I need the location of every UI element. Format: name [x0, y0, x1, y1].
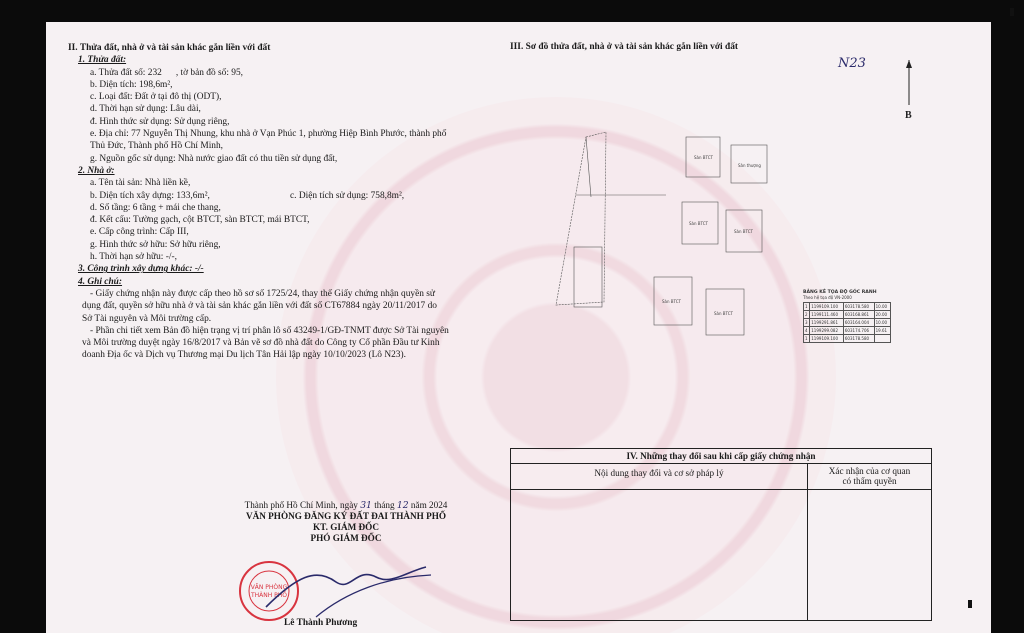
floors: d. Số tầng: 6 tầng + mái che thang, — [90, 202, 221, 213]
coord-row — [804, 303, 891, 311]
site-plan-diagram — [546, 127, 796, 357]
north-arrow-icon — [904, 60, 914, 120]
coord-cell: 603168.861 — [843, 311, 874, 319]
sign-month: 12 — [396, 500, 409, 511]
coord-cell: 603178.580 — [843, 335, 874, 343]
note-2b: và Môi trường duyệt ngày 16/8/2017 và Bản vẽ sơ đồ nhà đất do Công ty Cổ phần Đầu tư Kinh — [82, 338, 440, 349]
issuing-office: VĂN PHÒNG ĐĂNG KÝ ĐẤT ĐAI THÀNH PHỐ — [245, 511, 446, 521]
usable-area: c. Diện tích sử dụng: 758,8m², — [290, 190, 405, 201]
land-area: b. Diện tích: 198,6m², — [90, 79, 173, 90]
note-2c: doanh Địa ốc và Dịch vụ Thương mại Du lịch Tân Hải lập ngày 10/10/2023 (Lô N23). — [82, 350, 406, 361]
land-origin: g. Nguồn gốc sử dụng: Nhà nước giao đất có thu tiền sử dụng đất, — [90, 153, 338, 164]
signer-name: Lê Thành Phương — [284, 618, 358, 628]
scan-edge-mark — [968, 600, 972, 608]
changes-title: IV. Những thay đổi sau khi cấp giấy chứng nhận — [511, 449, 931, 464]
coord-table-subtitle: Theo hệ tọa độ VN-2000 — [803, 295, 852, 300]
lot-mark: N23 — [838, 56, 866, 71]
signature-block — [196, 500, 496, 544]
svg-text:Sàn BTCT: Sàn BTCT — [689, 221, 708, 226]
svg-text:Sân thượng: Sân thượng — [738, 163, 761, 168]
coord-row — [804, 335, 891, 343]
coord-cell: 1 — [804, 335, 810, 343]
coord-row — [804, 327, 891, 335]
asset-name: a. Tên tài sản: Nhà liền kề, — [90, 178, 191, 189]
coord-cell: 1199291.861 — [810, 319, 844, 327]
house-heading: 2. Nhà ở: — [78, 165, 115, 176]
structure: đ. Kết cấu: Tường gạch, cột BTCT, sàn BTCT, mái BTCT, — [90, 215, 310, 226]
sign-day: 31 — [360, 500, 372, 511]
coord-cell: 1199299.082 — [810, 327, 844, 335]
certificate-page — [46, 22, 991, 633]
diagram-section-title: III. Sơ đồ thửa đất, nhà ở và tài sản khác gắn liền với đất — [510, 42, 739, 52]
ownership-term: h. Thời hạn sở hữu: -/-, — [90, 252, 177, 263]
coord-cell: 603174.706 — [843, 327, 874, 335]
place-date-prefix: Thành phố Hồ Chí Minh, ngày — [244, 500, 358, 510]
build-area: b. Diện tích xây dựng: 133,6m², — [90, 190, 210, 201]
coord-cell: 603164.004 — [843, 319, 874, 327]
land-use-form: đ. Hình thức sử dụng: Sử dụng riêng, — [90, 116, 230, 127]
changes-table — [510, 448, 932, 621]
scan-edge-mark — [1010, 8, 1014, 16]
coord-row — [804, 319, 891, 327]
land-type: c. Loại đất: Đất ở tại đô thị (ODT), — [90, 92, 222, 103]
note-1a: - Giấy chứng nhận này được cấp theo hồ sơ số 1725/24, thay thế Giấy chứng nhận quyền sử — [90, 288, 436, 299]
svg-text:VĂN PHÒNG: VĂN PHÒNG — [250, 584, 288, 591]
svg-text:Sàn BTCT: Sàn BTCT — [694, 155, 713, 160]
ownership-form: g. Hình thức sở hữu: Sở hữu riêng, — [90, 239, 221, 250]
coord-cell: 1199111.460 — [810, 311, 844, 319]
address-line-1: e. Địa chỉ: 77 Nguyễn Thị Nhung, khu nhà ở Vạn Phúc 1, phường Hiệp Bình Phước, thành phố — [90, 129, 447, 140]
coord-cell: 1199109.100 — [810, 335, 844, 343]
sign-year: năm 2024 — [410, 500, 448, 510]
coord-row — [804, 311, 891, 319]
address-line-2: Thủ Đức, Thành phố Hồ Chí Minh, — [90, 141, 224, 152]
svg-text:Sàn BTCT: Sàn BTCT — [662, 299, 681, 304]
note-1b: dụng đất, quyền sở hữu nhà ở và tài sản khác gắn liền với đất số CT67884 ngày 20/11/2017 do — [82, 301, 437, 312]
land-info-section — [68, 42, 508, 362]
note-2a: - Phần chi tiết xem Bản đồ hiện trạng vị trí phân lô số 43249-1/GĐ-TNMT được Sở Tài nguyên — [90, 325, 449, 336]
changes-empty-confirm — [808, 490, 931, 620]
coord-cell: 10.00 — [874, 303, 890, 311]
building-grade: e. Cấp công trình: Cấp III, — [90, 227, 189, 238]
coord-cell — [874, 335, 890, 343]
north-letter: B — [905, 110, 912, 120]
section-title: II. Thửa đất, nhà ở và tài sản khác gắn liền với đất — [68, 43, 271, 53]
coord-table-title: BẢNG KÊ TỌA ĐỘ GÓC RANH — [803, 290, 877, 295]
deputy-director: PHÓ GIÁM ĐỐC — [310, 533, 382, 543]
handwritten-signature-icon — [256, 547, 436, 627]
changes-empty-cell — [511, 490, 808, 620]
coord-cell: 19.61 — [874, 327, 890, 335]
svg-text:THÀNH PHỐ: THÀNH PHỐ — [250, 592, 288, 599]
changes-col-confirm-1: Xác nhận của cơ quan — [828, 466, 911, 476]
land-term: d. Thời hạn sử dụng: Lâu dài, — [90, 104, 201, 115]
changes-col-content: Nội dung thay đổi và cơ sở pháp lý — [511, 464, 808, 489]
svg-text:Sàn BTCT: Sàn BTCT — [734, 229, 753, 234]
parcel-number: a. Thửa đất số: 232 — [90, 67, 162, 78]
notes-heading: 4. Ghi chú: — [78, 276, 123, 287]
svg-text:Sàn BTCT: Sàn BTCT — [714, 311, 733, 316]
kt-director: KT. GIÁM ĐỐC — [313, 522, 379, 532]
month-word: tháng — [374, 500, 395, 510]
coord-cell: 2 — [804, 311, 810, 319]
changes-col-confirm-2: có thẩm quyền — [842, 476, 897, 486]
other-works: 3. Công trình xây dựng khác: -/- — [78, 264, 204, 275]
coord-cell: 3 — [804, 319, 810, 327]
coordinate-table — [803, 290, 891, 343]
coord-cell: 1 — [804, 303, 810, 311]
land-heading: 1. Thửa đất: — [78, 55, 127, 66]
coord-cell: 1199109.100 — [810, 303, 844, 311]
note-1c: Sở Tài nguyên và Môi trường cấp. — [82, 313, 212, 324]
coord-cell: 20.00 — [874, 311, 890, 319]
coord-cell: 603178.580 — [843, 303, 874, 311]
coord-table-grid — [803, 302, 891, 343]
coord-cell: 4 — [804, 327, 810, 335]
coord-cell: 10.00 — [874, 319, 890, 327]
map-sheet: , tờ bản đồ số: 95, — [175, 67, 244, 78]
